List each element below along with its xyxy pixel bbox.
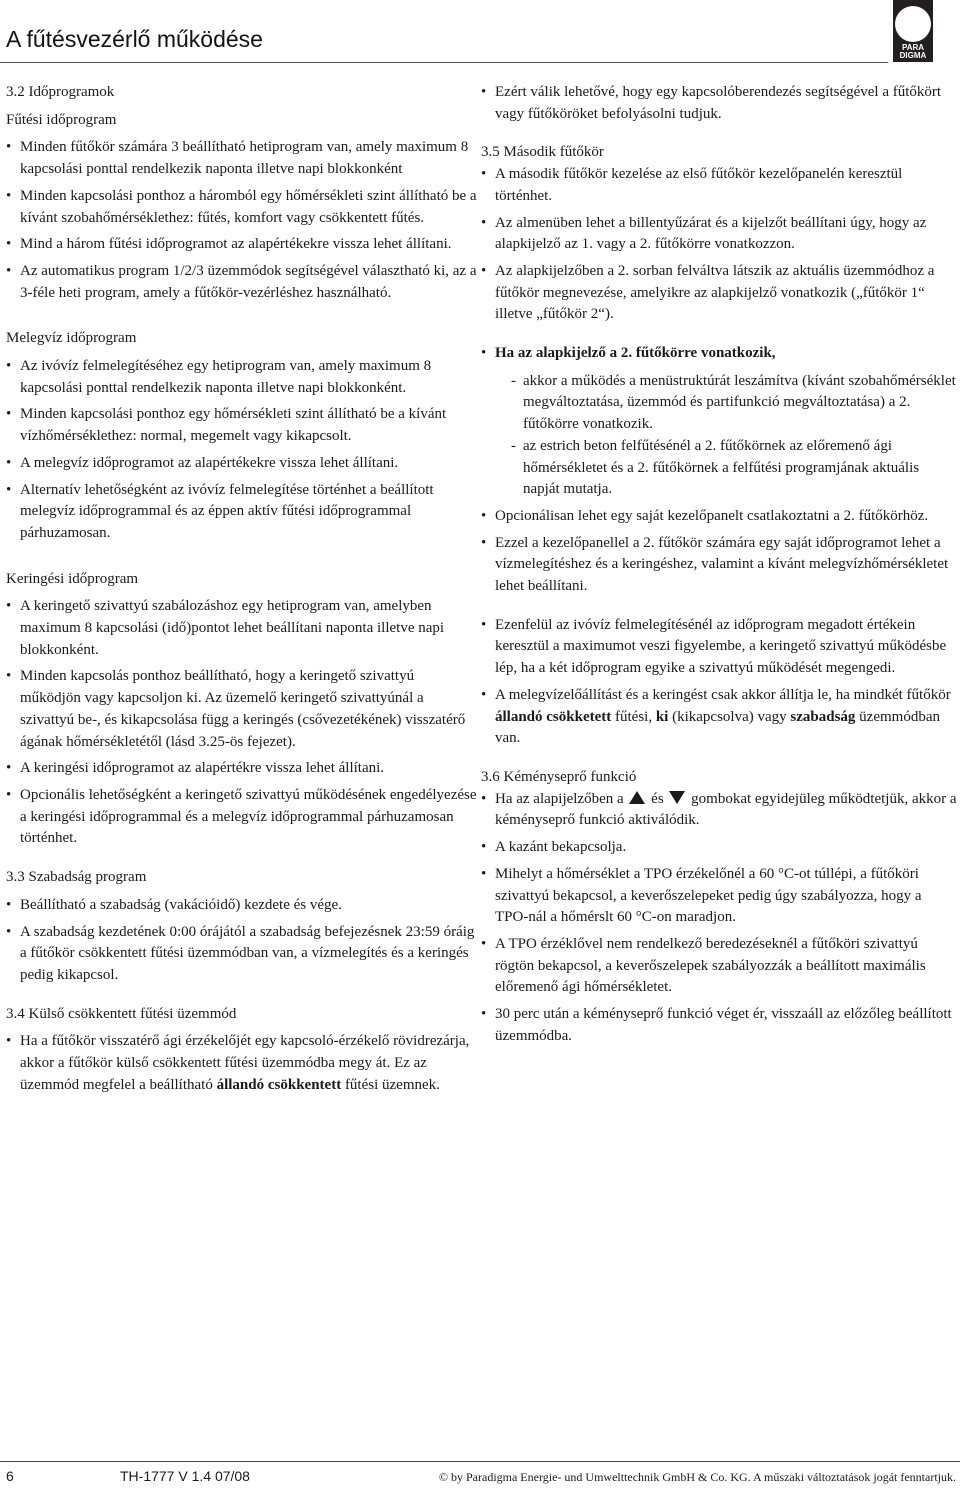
list-item: - az estrich beton felfűtésénél a 2. fűtőkörnek az előremenő ági hőmérsékletet és a 2. fűtőkörnek a felfűtési programjának aktuális napját mutatja.: [511, 436, 957, 501]
hotwater-program-list: [6, 356, 478, 545]
list-item: • Minden kapcsolás ponthoz beállítható, hogy a keringető szivattyú működjön vagy kapcsoljon ki. Az üzemelő keringető szivattyúnál a szivattyú be-, és kikapcsolása függ a keringés (csővezetékének) visszatérő ágának hőmérsékletétől (lásd 3.25-ös fejezet).: [6, 666, 478, 753]
item-text: fűtési üzemnek.: [341, 1076, 440, 1093]
list-item: [481, 343, 957, 501]
item-bold-text: Ha az alapkijelző a 2. fűtőkörre vonatkozik,: [495, 345, 776, 362]
item-bold-text: szabadság: [790, 708, 856, 725]
logo-text-line1: PARA: [901, 43, 925, 52]
document-id: TH-1777 V 1.4 07/08: [120, 1468, 250, 1484]
list-item: • 30 perc után a kéményseprő funkció véget ér, visszaáll az előzőleg beállított üzemmódba.: [481, 1004, 957, 1047]
section-3-4-heading: 3.4 Külső csökkentett fűtési üzemmód: [6, 1005, 237, 1022]
list-item: • Az automatikus program 1/2/3 üzemmódok segítségével választható ki, az a 3-féle heti program, amely a fűtőkör-vezérléshez használható.: [6, 261, 478, 304]
dash-list: [495, 371, 957, 501]
list-item: • Alternatív lehetőségként az ivóvíz felmelegítése történhet a beállított melegvíz időprogrammal és az éppen aktív fűtési időprogrammal párhuzamosan.: [6, 480, 478, 545]
second-circuit-display-list: [481, 343, 957, 598]
item-text: Ha az alapijelzőben a: [495, 790, 624, 807]
copyright-notice: © by Paradigma Energie- und Umwelttechnik GmbH & Co. KG. A műszaki változtatások jogát fenntartjuk.: [438, 1470, 956, 1484]
right-column: [481, 82, 957, 1052]
list-item: • Opcionálisan lehet egy saját kezelőpanelt csatlakoztatni a 2. fűtőkörhöz.: [481, 506, 957, 528]
list-item: • Ezért válik lehetővé, hogy egy kapcsolóberendezés segítségével a fűtőkört vagy fűtőköröket befolyásolni tudjuk.: [481, 82, 957, 125]
list-item: - akkor a működés a menüstruktúrát leszámítva (kívánt szobahőmérséklet megváltoztatása, üzemmód és partifunkció megváltoztatása) a 2. fűtőkörre vonatkozik.: [511, 371, 957, 436]
list-item: • Az alapkijelzőben a 2. sorban felváltva látszik az aktuális üzemmódhoz a fűtőkör megnevezése, amelyikre az alapkijelző vonatkozik („fűtőkör 1“ illetve „fűtőkör 2“).: [481, 261, 957, 326]
item-text: (kikapcsolva) vagy: [668, 708, 791, 725]
footer-divider: [0, 1461, 960, 1462]
chimney-sweep-list: [481, 789, 957, 1048]
external-reduced-list: [6, 1031, 478, 1096]
item-text: Ha a fűtőkör visszatérő ági érzékelőjét egy kapcsoló-érzékelő rövidrezárja, akkor a fűtőkör külső csökkentett fűtési üzemmódba megy át. Ez az üzemmód megfelel a beállítható: [20, 1033, 470, 1093]
holiday-program-list: [6, 895, 478, 987]
heating-program-list: [6, 137, 478, 304]
item-text: üzemmódban van.: [495, 708, 940, 747]
list-item: • A keringető szivattyú szabálozáshoz egy hetiprogram van, amelyben maximum 8 kapcsolási (idő)pontot lehet beállítani naponta illetve napi blokkonként.: [6, 596, 478, 661]
list-item: • Minden kapcsolási ponthoz a háromból egy hőmérsékleti szint állítható be a kívánt szobahőmérséklethez: fűtés, komfort vagy csökkentett fűtés.: [6, 186, 478, 229]
list-item: • Minden fűtőkör számára 3 beállítható hetiprogram van, amely maximum 8 kapcsolási ponttal rendelkezik naponta illetve napi blokkonként: [6, 137, 478, 180]
heating-program-heading: Fűtési időprogram: [6, 111, 117, 128]
list-item: • Mihelyt a hőmérséklet a TPO érzékelőnél a 60 °C-ot túllépi, a fűtőköri szivattyú bekapcsol, a keverőszelepeket pedig úgy szabályozza, hogy a TPO-nál a hőmérslt 60 °C-on maradjon.: [481, 864, 957, 929]
list-item: [481, 685, 957, 750]
header-divider: [0, 62, 888, 63]
item-bold-text: ki: [655, 708, 669, 725]
intro-list: [481, 82, 957, 125]
second-circuit-list: [481, 164, 957, 326]
paradigma-logo: [893, 0, 933, 62]
item-text: gombokat egyidejüleg működtetjük, akkor a kéményseprő funkció aktiválódik.: [495, 790, 957, 829]
list-item: • Ezenfelül az ivóvíz felmelegítésénél az időprogram megadott értékein keresztül a maximumot veszi figyelembe, a keringető szivattyú működésbe lép, ha a két időprogram egyike a szivattyú működését megengedi.: [481, 615, 957, 680]
section-3-2-heading: 3.2 Időprogramok: [6, 84, 115, 100]
page-title: A fűtésvezérlő működése: [6, 26, 263, 52]
list-item: • A keringési időprogramot az alapértékre vissza lehet állítani.: [6, 758, 478, 780]
list-item: • Minden kapcsolási ponthoz egy hőmérsékleti szint állítható be a kívánt vízhőmérséklethez: normal, megemelt vagy kikapcsolt.: [6, 404, 478, 447]
hotwater-circuit-list: [481, 615, 957, 750]
item-text: és: [651, 790, 664, 807]
list-item: • A melegvíz időprogramot az alapértékekre vissza lehet állítani.: [6, 453, 478, 475]
section-3-5-heading: 3.5 Második fűtőkör: [481, 144, 604, 161]
list-item: [6, 1031, 478, 1096]
list-item: [481, 789, 957, 832]
item-text: A melegvízelőállítást és a keringést csak akkor állítja le, ha mindkét fűtőkör: [495, 686, 951, 703]
list-item: • Ezzel a kezelőpanellel a 2. fűtőkör számára egy saját időprogramot lehet a vízmelegítéshez és a keringéshez, valamint a kívánt melegvízhőmérsékletet lehet beállítani.: [481, 533, 957, 598]
list-item: • Opcionális lehetőségként a keringető szivattyú működésének engedélyezése a keringési időprogrammal és a melegvíz időprogrammal párhuzamosan történhet.: [6, 785, 478, 850]
section-3-3-heading: 3.3 Szabadság program: [6, 869, 147, 886]
hotwater-program-heading: Melegvíz időprogram: [6, 330, 137, 347]
section-3-6-heading: 3.6 Kéményseprő funkció: [481, 768, 637, 785]
list-item: • A kazánt bekapcsolja.: [481, 837, 957, 859]
circulation-program-heading: Keringési időprogram: [6, 570, 139, 587]
up-triangle-icon: [629, 791, 645, 804]
list-item: • Az ivóvíz felmelegítéséhez egy hetiprogram van, amely maximum 8 kapcsolási ponttal rendelkezik naponta illetve napi blokkonként.: [6, 356, 478, 399]
circulation-program-list: [6, 596, 478, 850]
list-item: • A második fűtőkör kezelése az első fűtőkör kezelőpanelén keresztül történhet.: [481, 164, 957, 207]
list-item: • A TPO érzéklővel nem rendelkező beredezéseknél a fűtőköri szivattyú rögtön bekapcsol, a keverőszelepek szabályozzák a beállított maximális előremenő ági hőmérsékletet.: [481, 934, 957, 999]
down-triangle-icon: [669, 791, 685, 804]
page-number: 6: [6, 1468, 14, 1484]
item-text: fűtési,: [611, 708, 656, 725]
logo-text-line2: DIGMA: [899, 51, 927, 60]
list-item: • Mind a három fűtési időprogramot az alapértékekre vissza lehet állítani.: [6, 234, 478, 256]
left-column: [6, 82, 478, 1101]
list-item: • Beállítható a szabadság (vakációidő) kezdete és vége.: [6, 895, 478, 917]
list-item: • Az almenüben lehet a billentyűzárat és a kijelzőt beállítani úgy, hogy az alapkijelző az 1. vagy a 2. fűtőkörre vonatkozzon.: [481, 213, 957, 256]
item-bold-text: állandó csökkentett: [216, 1076, 342, 1093]
list-item: • A szabadság kezdetének 0:00 órájától a szabadság befejezésnek 23:59 óráig a fűtőkör csökkentett fűtési üzemmódban van, a vízmelegítés és a keringés pedig kikapcsol.: [6, 922, 478, 987]
logo-circle-icon: [895, 6, 931, 42]
page-header: [0, 0, 960, 70]
item-bold-text: állandó csökketett: [495, 708, 612, 725]
